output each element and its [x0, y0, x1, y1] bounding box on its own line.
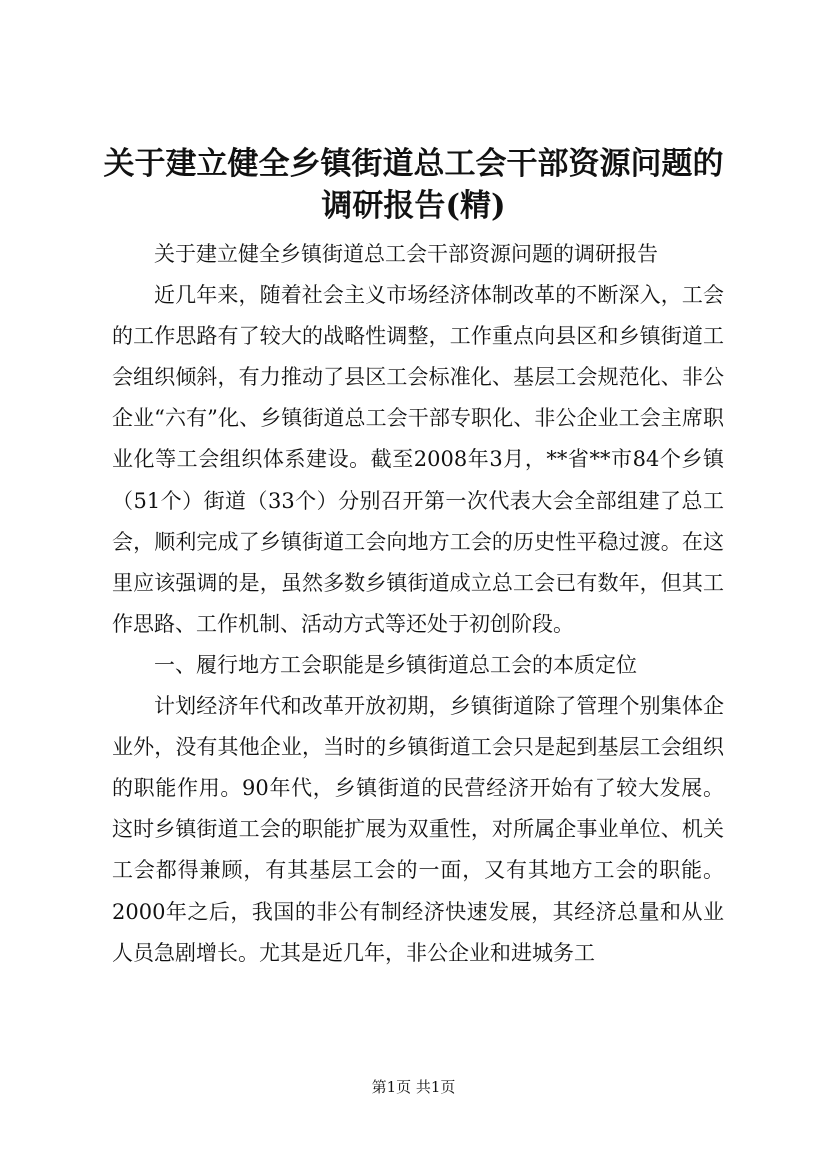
- document-body: [112, 234, 724, 974]
- document-subtitle: 关于建立健全乡镇街道总工会干部资源问题的调研报告: [154, 242, 658, 266]
- body-paragraph: 计划经济年代和改革开放初期，乡镇街道除了管理个别集体企业外，没有其他企业，当时的乡镇街道工会只是起到基层工会组织的职能作用。90年代，乡镇街道的民营经济开始有了较大发展。这时乡镇街道工会的职能扩展为双重性，对所属企事业单位、机关工会都得兼顾，有其基层工会的一面，又有其地方工会的职能。2000年之后，我国的非公有制经济快速发展，其经济总量和从业人员急剧增长。尤其是近几年，非公企业和进城务工: [112, 694, 724, 965]
- page-number: 第1页 共1页: [371, 1078, 456, 1096]
- document-title-line-1: 关于建立健全乡镇街道总工会干部资源问题的: [103, 146, 724, 182]
- document-title: [100, 143, 727, 227]
- body-paragraph: 近几年来，随着社会主义市场经济体制改革的不断深入，工会的工作思路有了较大的战略性调整，工作重点向县区和乡镇街道工会组织倾斜，有力推动了县区工会标准化、基层工会规范化、非公企业“六有”化、乡镇街道总工会干部专职化、非公企业工会主席职业化等工会组织体系建设。截至2008年3月，**省**市84个乡镇（51个）街道（33个）分别召开第一次代表大会全部组建了总工会，顺利完成了乡镇街道工会向地方工会的历史性平稳过渡。在这里应该强调的是，虽然多数乡镇街道成立总工会已有数年，但其工作思路、工作机制、活动方式等还处于初创阶段。: [112, 283, 724, 636]
- document-title-line-2: 调研报告(精): [321, 188, 506, 224]
- section-heading: 一、履行地方工会职能是乡镇街道总工会的本质定位: [154, 652, 637, 677]
- page-footer: [0, 1077, 827, 1097]
